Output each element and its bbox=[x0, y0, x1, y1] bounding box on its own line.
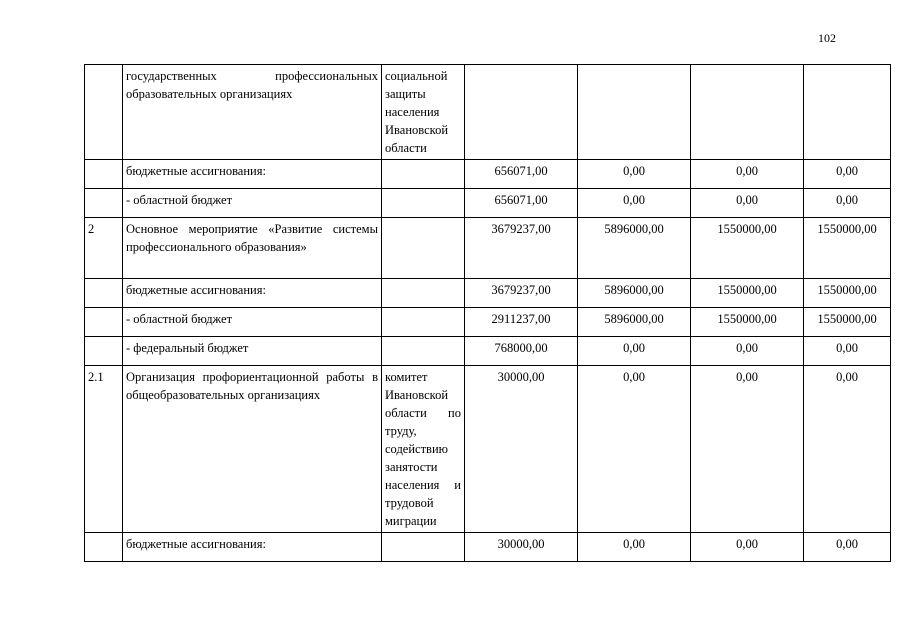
row-value-4: 0,00 bbox=[804, 533, 891, 562]
row-value-4: 0,00 bbox=[804, 160, 891, 189]
row-name: бюджетные ассигнования: bbox=[123, 533, 382, 562]
row-executor bbox=[382, 279, 465, 308]
row-executor bbox=[382, 160, 465, 189]
page-number: 102 bbox=[818, 31, 836, 45]
row-value-3 bbox=[691, 65, 804, 160]
row-name: - областной бюджет bbox=[123, 189, 382, 218]
row-executor bbox=[382, 218, 465, 279]
row-value-1: 656071,00 bbox=[465, 160, 578, 189]
table-row bbox=[85, 366, 891, 533]
row-number bbox=[85, 308, 123, 337]
table-row bbox=[85, 308, 891, 337]
row-number bbox=[85, 160, 123, 189]
table-row bbox=[85, 189, 891, 218]
row-value-1: 3679237,00 bbox=[465, 218, 578, 279]
table-row bbox=[85, 533, 891, 562]
row-number bbox=[85, 533, 123, 562]
row-value-1: 2911237,00 bbox=[465, 308, 578, 337]
row-value-3: 0,00 bbox=[691, 533, 804, 562]
row-value-1: 656071,00 bbox=[465, 189, 578, 218]
row-value-4: 0,00 bbox=[804, 337, 891, 366]
table-row bbox=[85, 337, 891, 366]
row-value-2: 0,00 bbox=[578, 337, 691, 366]
row-value-4 bbox=[804, 65, 891, 160]
row-number bbox=[85, 337, 123, 366]
budget-table bbox=[84, 64, 891, 562]
row-value-3: 1550000,00 bbox=[691, 218, 804, 279]
row-value-2: 5896000,00 bbox=[578, 279, 691, 308]
row-name: - областной бюджет bbox=[123, 308, 382, 337]
row-name: Основное мероприятие «Развитие системы профессионального образования» bbox=[123, 218, 382, 279]
row-value-1: 30000,00 bbox=[465, 533, 578, 562]
row-executor: социальной защиты населения Ивановской области bbox=[382, 65, 465, 160]
row-value-3: 0,00 bbox=[691, 189, 804, 218]
row-value-1: 30000,00 bbox=[465, 366, 578, 533]
row-value-2: 5896000,00 bbox=[578, 308, 691, 337]
row-executor bbox=[382, 308, 465, 337]
row-value-3: 0,00 bbox=[691, 337, 804, 366]
row-value-3: 1550000,00 bbox=[691, 308, 804, 337]
row-name: государственных профессиональных образовательных организациях bbox=[123, 65, 382, 160]
table-row bbox=[85, 218, 891, 279]
row-value-1 bbox=[465, 65, 578, 160]
row-executor bbox=[382, 533, 465, 562]
row-value-2: 5896000,00 bbox=[578, 218, 691, 279]
row-value-2: 0,00 bbox=[578, 533, 691, 562]
row-value-4: 0,00 bbox=[804, 366, 891, 533]
row-value-3: 0,00 bbox=[691, 366, 804, 533]
row-executor bbox=[382, 337, 465, 366]
row-value-2: 0,00 bbox=[578, 366, 691, 533]
row-value-4: 1550000,00 bbox=[804, 279, 891, 308]
table-row bbox=[85, 279, 891, 308]
row-number bbox=[85, 279, 123, 308]
table-row bbox=[85, 65, 891, 160]
row-executor: комитет Ивановской области по труду, содействию занятости населения и трудовой миграции bbox=[382, 366, 465, 533]
row-number bbox=[85, 65, 123, 160]
row-name: бюджетные ассигнования: bbox=[123, 279, 382, 308]
row-value-3: 0,00 bbox=[691, 160, 804, 189]
row-number: 2 bbox=[85, 218, 123, 279]
row-name: Организация профориентационной работы в общеобразовательных организациях bbox=[123, 366, 382, 533]
table-row bbox=[85, 160, 891, 189]
row-value-4: 1550000,00 bbox=[804, 218, 891, 279]
row-value-1: 768000,00 bbox=[465, 337, 578, 366]
row-value-3: 1550000,00 bbox=[691, 279, 804, 308]
row-executor bbox=[382, 189, 465, 218]
row-value-4: 1550000,00 bbox=[804, 308, 891, 337]
row-number bbox=[85, 189, 123, 218]
row-value-2: 0,00 bbox=[578, 189, 691, 218]
row-value-1: 3679237,00 bbox=[465, 279, 578, 308]
row-name: - федеральный бюджет bbox=[123, 337, 382, 366]
row-name: бюджетные ассигнования: bbox=[123, 160, 382, 189]
row-number: 2.1 bbox=[85, 366, 123, 533]
row-value-2: 0,00 bbox=[578, 160, 691, 189]
row-value-4: 0,00 bbox=[804, 189, 891, 218]
row-value-2 bbox=[578, 65, 691, 160]
